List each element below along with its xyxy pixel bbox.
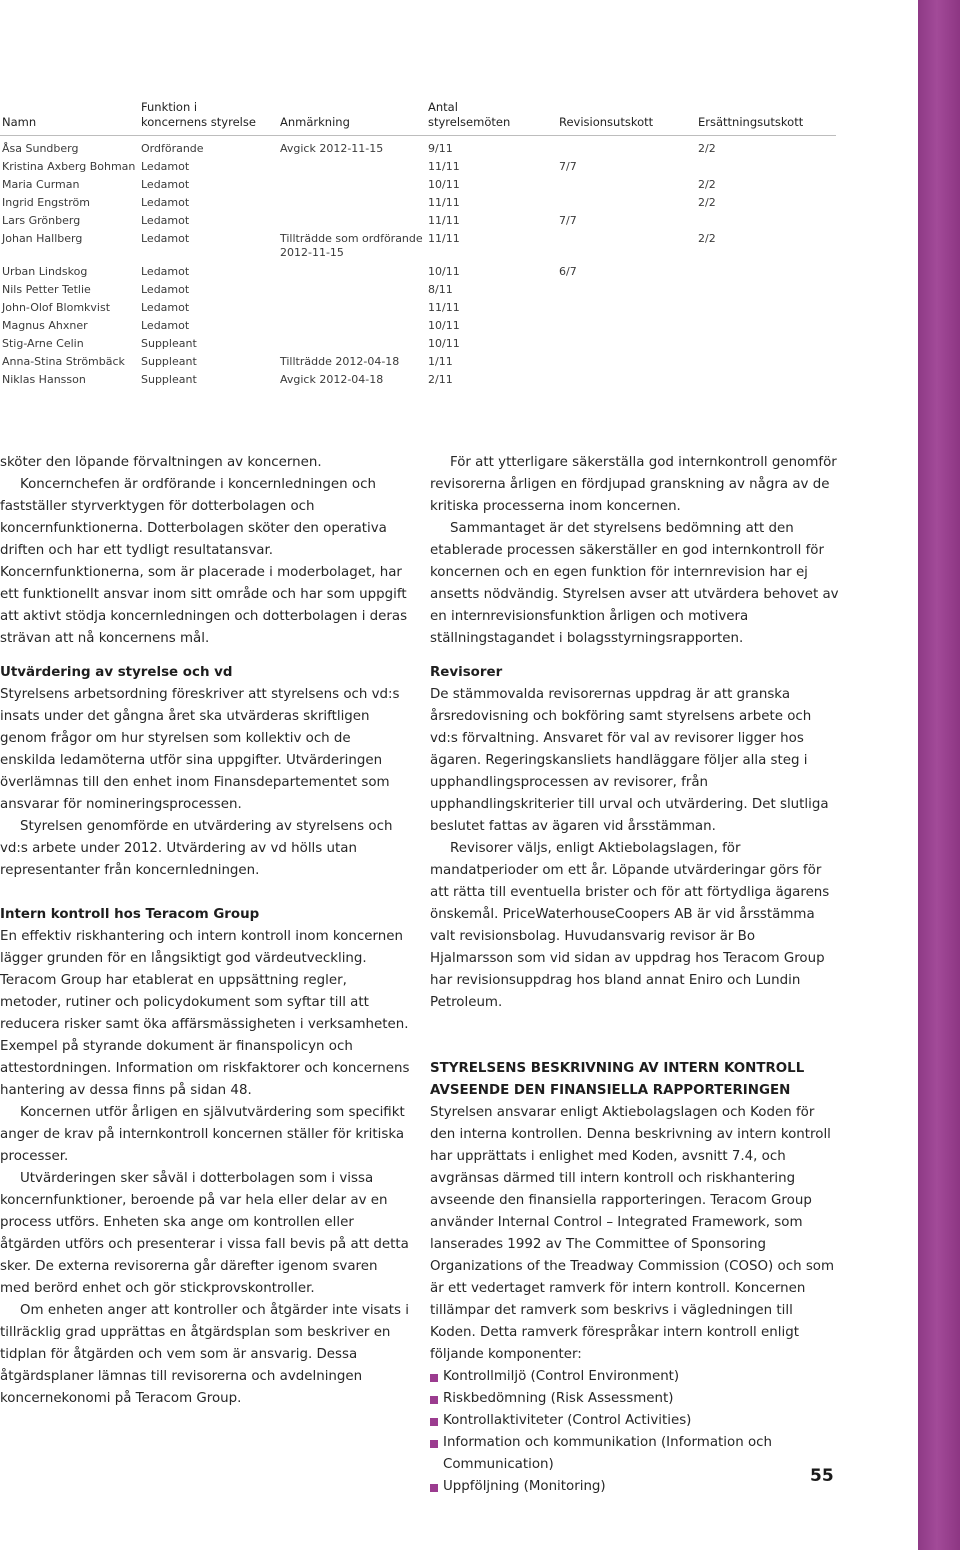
cell-namn: Niklas Hansson xyxy=(2,373,86,386)
table-header-row xyxy=(0,100,836,136)
paragraph: Utvärderingen sker såväl i dotterbolagen som i vissa koncernfunktioner, beroende på var hela eller delar av en process utförs. Enheten ska ange om kontrollen eller åtgärden utförs och presenterar i vissa fall bevis på att detta sker. De externa revisorerna går därefter igenom svaren med berörd enhet och gör stickprovskontroller. xyxy=(0,1171,409,1296)
bullet-square-icon xyxy=(430,1374,438,1382)
paragraph: Styrelsen ansvarar enligt Aktiebolagslagen och Koden för den interna kontrollen. Denna beskrivning av intern kontroll har upprättats i enlighet med Koden, avsnitt 7.4, och avgränsas därmed till intern kontroll och riskhantering avseende den finansiella rapporteringen. Teracom Group använder Internal Control – Integrated Framework, som lanserades 1992 av The Committee of Sponsoring Organizations of the Treadway Commission (COSO) och som är ett vedertaget ramverk för intern kontroll. Koncernen tillämpar det ramverk som beskrivs i vägledningen till Koden. Detta ramverk förespråkar intern kontroll enligt följande komponenter: xyxy=(430,1105,835,1362)
cell-revisionsutskott xyxy=(559,142,698,160)
cell-revisionsutskott xyxy=(559,373,698,391)
cell-antal: 10/11 xyxy=(428,319,460,332)
cell-funktion: Ledamot xyxy=(141,301,190,314)
cell-antal: 11/11 xyxy=(428,160,460,173)
paragraph: Sammantaget är det styrelsens bedömning att den etablerade processen säkerställer en god internkontroll för koncernen och en egen funktion för internrevision har ej ansetts nödvändig. Styrelsen avser att utvärdera behovet av en internrevisionsfunktion årligen och motivera ställningstagandet i bolagsstyrningsrapporten. xyxy=(430,521,839,646)
paragraph: En effektiv riskhantering och intern kontroll inom koncernen lägger grunden för en långsiktigt god värdeutveckling. Teracom Group har etablerat en uppsättning regler, metoder, rutiner och policydokument som syftar till att reducera risker samt öka affärsmässigheten i verksamheten. Exempel på styrande dokument är finanspolicyn och attestordningen. Information om riskfaktorer och koncernens hantering av dessa finns på sidan 48. xyxy=(0,929,410,1098)
cell-revisionsutskott xyxy=(559,337,698,355)
cell-ersattningsutskott: 2/2 xyxy=(698,232,716,245)
cell-ersattningsutskott xyxy=(698,373,836,391)
cell-ersattningsutskott xyxy=(698,319,836,337)
table-row xyxy=(0,232,836,265)
cell-revisionsutskott xyxy=(559,232,698,265)
cell-funktion: Suppleant xyxy=(141,355,197,368)
bullet-square-icon xyxy=(430,1484,438,1492)
heading-styrelsens-beskrivning-2: AVSEENDE DEN FINANSIELLA RAPPORTERINGEN xyxy=(430,1083,791,1098)
cell-funktion: Ledamot xyxy=(141,178,190,191)
table-row xyxy=(0,142,836,160)
cell-antal: 10/11 xyxy=(428,337,460,350)
paragraph: Koncernen utför årligen en självutvärdering som specifikt anger de krav på internkontroll koncernen ställer för kritiska processer. xyxy=(0,1105,405,1164)
page-number: 55 xyxy=(810,1466,834,1486)
cell-funktion: Ledamot xyxy=(141,265,190,278)
paragraph: Styrelsen genomförde en utvärdering av styrelsens och vd:s arbete under 2012. Utvärdering av vd hölls utan representanter från koncernledningen. xyxy=(0,819,393,878)
table-row xyxy=(0,355,836,373)
cell-anmarkning xyxy=(280,178,428,196)
cell-namn: Stig-Arne Celin xyxy=(2,337,84,350)
cell-antal: 8/11 xyxy=(428,283,453,296)
top-right-text xyxy=(430,452,840,650)
cell-antal: 11/11 xyxy=(428,232,460,245)
col-header-funktion: Funktion i koncernens styrelse xyxy=(141,100,280,136)
cell-antal: 10/11 xyxy=(428,178,460,191)
cell-anmarkning xyxy=(280,196,428,214)
cell-ersattningsutskott: 2/2 xyxy=(698,178,716,191)
cell-funktion: Ledamot xyxy=(141,319,190,332)
cell-antal: 2/11 xyxy=(428,373,453,386)
heading-intern-kontroll: Intern kontroll hos Teracom Group xyxy=(0,907,260,922)
cell-revisionsutskott: 6/7 xyxy=(559,265,577,278)
list-item: Kontrollaktiviteter (Control Activities) xyxy=(430,1410,840,1432)
cell-revisionsutskott xyxy=(559,283,698,301)
side-color-bar xyxy=(918,0,960,1550)
cell-revisionsutskott xyxy=(559,301,698,319)
right-column xyxy=(430,662,840,1498)
cell-ersattningsutskott xyxy=(698,283,836,301)
table-row xyxy=(0,301,836,319)
cell-namn: Kristina Axberg Bohman xyxy=(2,160,136,173)
cell-revisionsutskott xyxy=(559,178,698,196)
paragraph: Om enheten anger att kontroller och åtgärder inte visats i tillräcklig grad upprättas en åtgärdsplan som beskriver en tidplan för åtgärden och vem som är ansvarig. Dessa åtgärdsplaner lämnas till revisorerna och avdelningen koncernekonomi på Teracom Group. xyxy=(0,1303,409,1406)
cell-funktion: Ledamot xyxy=(141,214,190,227)
cell-namn: Ingrid Engström xyxy=(2,196,90,209)
cell-funktion: Ordförande xyxy=(141,142,204,155)
cell-funktion: Suppleant xyxy=(141,337,197,350)
col-header-revisionsutskott: Revisionsutskott xyxy=(559,100,698,136)
cell-anmarkning xyxy=(280,337,428,355)
bullet-square-icon xyxy=(430,1418,438,1426)
cell-funktion: Suppleant xyxy=(141,373,197,386)
cell-funktion: Ledamot xyxy=(141,232,190,245)
cell-namn: John-Olof Blomkvist xyxy=(2,301,111,314)
cell-antal: 11/11 xyxy=(428,214,460,227)
bullet-square-icon xyxy=(430,1396,438,1404)
table-row xyxy=(0,319,836,337)
list-item: Riskbedömning (Risk Assessment) xyxy=(430,1388,840,1410)
list-item: Uppföljning (Monitoring) xyxy=(430,1476,840,1498)
component-list xyxy=(430,1366,840,1498)
bullet-square-icon xyxy=(430,1440,438,1448)
cell-namn: Lars Grönberg xyxy=(2,214,81,227)
table-row xyxy=(0,373,836,391)
col-header-ersattningsutskott: Ersättningsutskott xyxy=(698,100,836,136)
list-item: Information och kommunikation (Information och Communication) xyxy=(430,1432,840,1476)
heading-revisorer: Revisorer xyxy=(430,665,503,680)
paragraph: För att ytterligare säkerställa god internkontroll genomför revisorerna årligen en fördjupad granskning av några av de kritiska processerna inom koncernen. xyxy=(430,455,837,514)
paragraph: De stämmovalda revisorernas uppdrag är att granska årsredovisning och bokföring samt styrelsens arbete och vd:s förvaltning. Ansvaret för val av revisorer ligger hos ägaren. Regeringskansliets handläggare följer alla steg i upphandlingsprocessen av revisorer, från upphandlingskriterier till urval och utvärdering. Det slutliga beslutet fattas av ägaren vid årsstämman. xyxy=(430,687,829,834)
paragraph: Styrelsens arbetsordning föreskriver att styrelsens och vd:s insats under det gångna året ska utvärderas skriftligen genom frågor om hur styrelsen som kollektiv och de enskilda ledamöterna utför sina uppgifter. Utvärderingen överlämnas till den enhet inom Finansdepartementet som ansvarar för nomineringsprocessen. xyxy=(0,687,400,812)
cell-namn: Johan Hallberg xyxy=(2,232,83,245)
cell-namn: Maria Curman xyxy=(2,178,80,191)
cell-ersattningsutskott: 2/2 xyxy=(698,196,716,209)
top-left-text xyxy=(0,452,410,650)
table-row xyxy=(0,265,836,283)
table-row xyxy=(0,178,836,196)
cell-anmarkning xyxy=(280,160,428,178)
cell-namn: Åsa Sundberg xyxy=(2,142,79,155)
cell-revisionsutskott xyxy=(559,319,698,337)
cell-antal: 11/11 xyxy=(428,196,460,209)
cell-ersattningsutskott xyxy=(698,355,836,373)
cell-anmarkning: Tillträdde 2012-04-18 xyxy=(280,355,400,368)
cell-funktion: Ledamot xyxy=(141,196,190,209)
cell-namn: Magnus Ahxner xyxy=(2,319,88,332)
cell-antal: 1/11 xyxy=(428,355,453,368)
cell-anmarkning: Avgick 2012-11-15 xyxy=(280,142,384,155)
table-row xyxy=(0,160,836,178)
cell-anmarkning xyxy=(280,265,428,283)
cell-namn: Urban Lindskog xyxy=(2,265,88,278)
cell-ersattningsutskott xyxy=(698,160,836,178)
cell-namn: Anna-Stina Strömbäck xyxy=(2,355,125,368)
col-header-antal: Antal styrelsemöten xyxy=(428,100,559,136)
cell-funktion: Ledamot xyxy=(141,160,190,173)
paragraph: sköter den löpande förvaltningen av koncernen. xyxy=(0,455,322,470)
cell-anmarkning xyxy=(280,214,428,232)
cell-anmarkning: Avgick 2012-04-18 xyxy=(280,373,384,386)
cell-funktion: Ledamot xyxy=(141,283,190,296)
col-header-anmarkning: Anmärkning xyxy=(280,100,428,136)
list-item: Kontrollmiljö (Control Environment) xyxy=(430,1366,840,1388)
heading-utvardering: Utvärdering av styrelse och vd xyxy=(0,665,233,680)
table-row xyxy=(0,214,836,232)
table-row xyxy=(0,196,836,214)
heading-styrelsens-beskrivning-1: STYRELSENS BESKRIVNING AV INTERN KONTROLL xyxy=(430,1061,805,1076)
cell-ersattningsutskott xyxy=(698,214,836,232)
board-attendance-table xyxy=(0,100,836,391)
cell-revisionsutskott xyxy=(559,355,698,373)
cell-anmarkning xyxy=(280,319,428,337)
table-row xyxy=(0,337,836,355)
cell-anmarkning: Tillträdde som ordförande 2012-11-15 xyxy=(280,232,423,259)
cell-antal: 11/11 xyxy=(428,301,460,314)
cell-revisionsutskott xyxy=(559,196,698,214)
cell-antal: 9/11 xyxy=(428,142,453,155)
left-column xyxy=(0,662,410,1410)
cell-revisionsutskott: 7/7 xyxy=(559,160,577,173)
cell-ersattningsutskott xyxy=(698,301,836,319)
paragraph: Koncernchefen är ordförande i koncernledningen och fastställer styrverktygen för dotterbolagen och koncernfunktionerna. Dotterbolagen sköter den operativa driften och har ett tydligt resultatansvar. Koncernfunktionerna, som är placerade i moderbolaget, har ett funktionellt ansvar inom sitt område och har som uppgift att aktivt stödja koncernledningen och dotterbolagen i deras strävan att nå koncernens mål. xyxy=(0,477,408,646)
cell-ersattningsutskott: 2/2 xyxy=(698,142,716,155)
cell-revisionsutskott: 7/7 xyxy=(559,214,577,227)
table-row xyxy=(0,283,836,301)
cell-anmarkning xyxy=(280,283,428,301)
cell-anmarkning xyxy=(280,301,428,319)
col-header-namn: Namn xyxy=(0,100,141,136)
cell-antal: 10/11 xyxy=(428,265,460,278)
cell-namn: Nils Petter Tetlie xyxy=(2,283,91,296)
cell-ersattningsutskott xyxy=(698,265,836,283)
paragraph: Revisorer väljs, enligt Aktiebolagslagen, för mandatperioder om ett år. Löpande utvärderingar görs för att rätta till eventuella brister och för att förtydliga ägarens önskemål. PriceWaterhouseCoopers AB är vid årsstämma valt revisionsbolag. Huvudansvarig revisor är Bo Hjalmarsson som vid sidan av uppdrag hos Teracom Group har revisionsuppdrag hos bland annat Eniro och Lundin Petroleum. xyxy=(430,841,830,1010)
cell-ersattningsutskott xyxy=(698,337,836,355)
